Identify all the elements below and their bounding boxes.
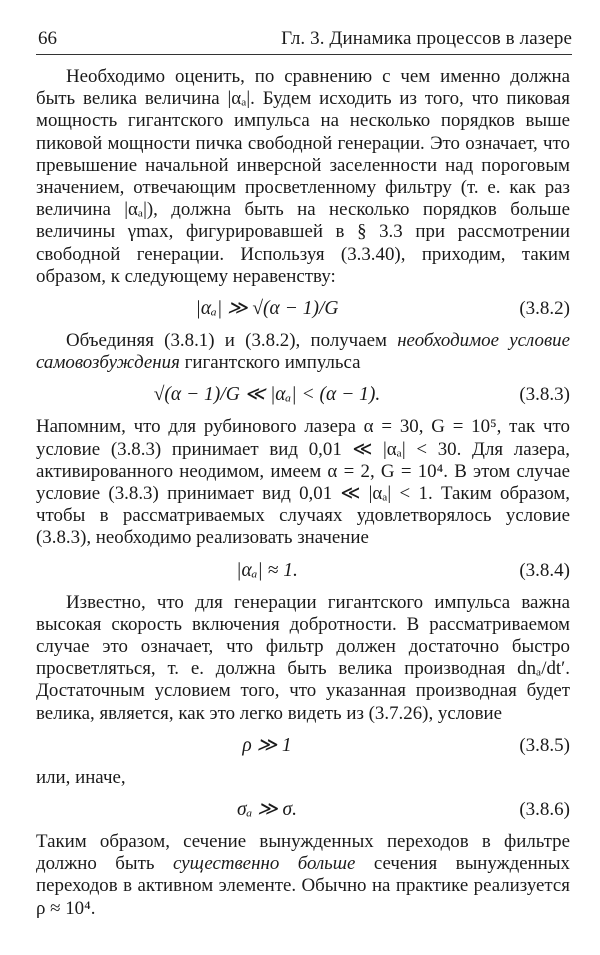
equation-3-8-3 (36, 378, 570, 412)
paragraph-2-text: Объединяя (3.8.1) и (3.8.2), получаем (66, 330, 387, 352)
equation-3-8-2 (36, 292, 570, 326)
equation-number: (3.8.5) (519, 734, 570, 756)
page-body (36, 66, 570, 920)
equation-formula: σₐ ≫ σ. (237, 799, 297, 821)
equation-number: (3.8.6) (519, 799, 570, 821)
equation-number: (3.8.3) (519, 384, 570, 406)
equation-3-8-4 (36, 554, 570, 588)
paragraph-2 (36, 330, 570, 374)
paragraph-6 (36, 831, 570, 920)
equation-formula: ρ ≫ 1 (242, 734, 292, 756)
equation-formula: |αₐ| ≫ √(α − 1)/G (195, 298, 339, 320)
equation-3-8-5 (36, 729, 570, 763)
equation-number: (3.8.4) (519, 559, 570, 581)
equation-formula: |αₐ| ≈ 1. (236, 559, 298, 581)
paragraph-6-text: Таким образом, сечение вынужденных переходов в фильтре должно быть (36, 831, 570, 875)
page-number: 66 (38, 28, 57, 49)
paragraph-6-text-end: сечения вынужденных переходов в активном элементе. Обычно на практике реализуется ρ ≈ 10⁴. (36, 853, 570, 919)
equation-number: (3.8.2) (519, 298, 570, 320)
page-header (36, 28, 572, 55)
paragraph-2-emphasis: необходимое условие самовозбуждения (36, 330, 570, 374)
paragraph-6-emphasis: существенно больше (172, 853, 356, 875)
paragraph-3: Напомним, что для рубинового лазера α = 30, G = 10⁵, так что условие (3.8.3) принимает вид 0,01 ≪ |αₐ| < 30. Для лазера, активированного неодимом, имеем α = 2, G = 10⁴. В этом случае условие (3.8.3) принимает вид 0,01 ≪ |αₐ| < 1. Таким образом, чтобы в рассматриваемых случаях удовлетворялось условие (3.8.3), необходимо реализовать значение (36, 416, 570, 549)
paragraph-5: или, иначе, (36, 766, 126, 788)
equation-3-8-6 (36, 793, 570, 827)
paragraph-2-text-end: гигантского импульса (184, 352, 361, 374)
paragraph-4: Известно, что для генерации гигантского импульса важна высокая скорость включения добротности. В рассматриваемом случае это означает, что фильтр должен достаточно быстро просветляться, т. е. должна быть велика производная dnₐ/dt′. Достаточным условием того, что указанная производная будет велика, является, как это легко видеть из (3.7.26), условие (36, 591, 570, 724)
equation-formula: √(α − 1)/G ≪ |αₐ| < (α − 1). (153, 384, 381, 406)
running-title: Гл. 3. Динамика процессов в лазере (281, 28, 572, 49)
paragraph-1: Необходимо оценить, по сравнению с чем именно должна быть велика величина |αₐ|. Будем исходить из того, что пиковая мощность гигантского импульса на несколько порядков выше пиковой мощности пичка свободной генерации. Это означает, что превышение начальной инверсной заселенности над пороговым значением, отвечающим просветленному фильтру (т. е. как раз величина |αₐ|), должна быть на несколько порядков больше величины γmax, фигурировавшей в § 3.3 при рассмотрении свободной генерации. Используя (3.3.40), приходим, таким образом, к следующему неравенству: (36, 66, 570, 287)
